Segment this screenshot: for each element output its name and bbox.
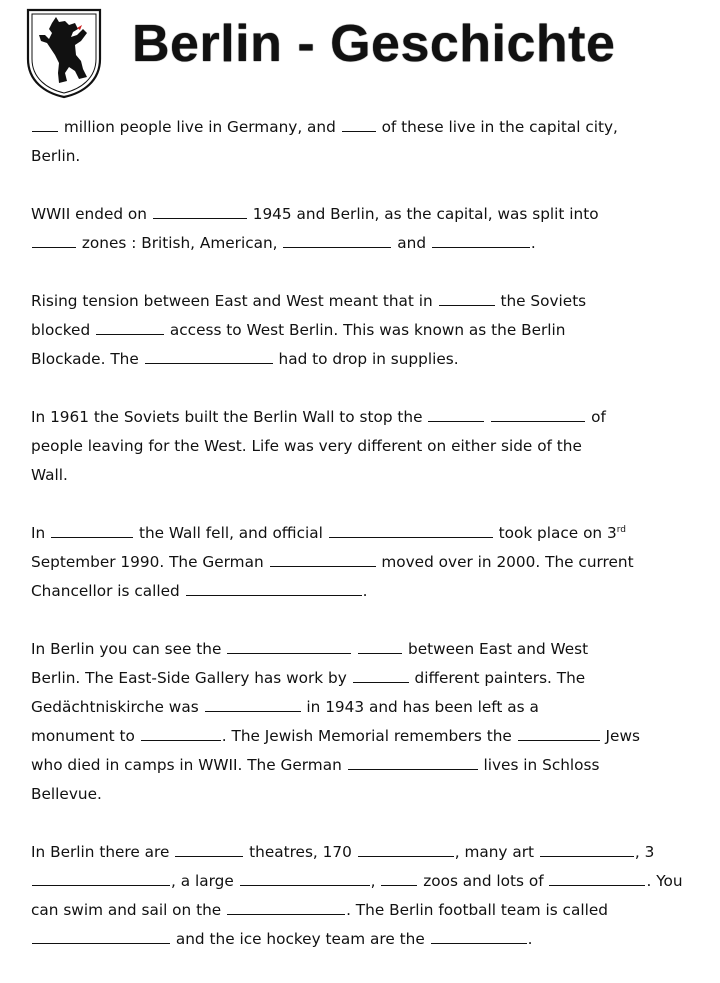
- fill-in-blank[interactable]: [227, 899, 345, 915]
- text-segment: WWII ended on: [31, 205, 152, 223]
- text-segment: different painters. The: [409, 669, 586, 687]
- text-segment: Berlin.: [31, 147, 81, 165]
- fill-in-blank[interactable]: [358, 841, 454, 857]
- text-segment: Blockade. The: [31, 350, 144, 368]
- fill-in-blank[interactable]: [32, 870, 170, 886]
- text-segment: million people live in Germany, and: [59, 118, 341, 136]
- text-line: [31, 316, 713, 345]
- fill-in-blank[interactable]: [175, 841, 243, 857]
- text-line: [31, 838, 713, 867]
- text-segment: .: [362, 582, 368, 600]
- fill-in-blank[interactable]: [205, 696, 301, 712]
- text-line: [31, 403, 713, 432]
- paragraph: [31, 519, 713, 606]
- text-line: [31, 751, 713, 780]
- fill-in-blank[interactable]: [32, 232, 76, 248]
- text-segment: Berlin. The East-Side Gallery has work by: [31, 669, 352, 687]
- header: [0, 0, 720, 108]
- text-line: [31, 867, 713, 896]
- text-line: [31, 780, 713, 809]
- text-segment: . You: [646, 872, 683, 890]
- text-segment: Bellevue.: [31, 785, 102, 803]
- text-segment: of these live in the capital city,: [376, 118, 618, 136]
- text-segment: blocked: [31, 321, 96, 339]
- text-segment: Wall.: [31, 466, 68, 484]
- fill-in-blank[interactable]: [518, 725, 600, 741]
- text-line: [31, 432, 713, 461]
- text-segment: ,: [370, 872, 381, 890]
- fill-in-blank[interactable]: [439, 290, 495, 306]
- text-segment: , 3: [634, 843, 655, 861]
- text-segment: had to drop in supplies.: [273, 350, 459, 368]
- fill-in-blank[interactable]: [431, 928, 527, 944]
- text-line: [31, 548, 713, 577]
- text-segment: and the ice hockey team are the: [171, 930, 430, 948]
- berlin-bear-crest-icon: [25, 7, 103, 99]
- text-segment: monument to: [31, 727, 140, 745]
- text-segment: who died in camps in WWII. The German: [31, 756, 347, 774]
- text-segment: moved over in 2000. The current: [376, 553, 634, 571]
- text-segment: Jews: [600, 727, 640, 745]
- text-line: [31, 461, 713, 490]
- fill-in-blank[interactable]: [145, 348, 273, 364]
- text-segment: of: [586, 408, 606, 426]
- fill-in-blank[interactable]: [186, 580, 362, 596]
- text-segment: in 1943 and has been left as a: [301, 698, 539, 716]
- text-segment: the Wall fell, and official: [134, 524, 328, 542]
- text-segment: zoos and lots of: [418, 872, 549, 890]
- text-segment: [485, 408, 490, 426]
- text-segment: and: [392, 234, 431, 252]
- text-line: [31, 345, 713, 374]
- paragraph: [31, 635, 713, 809]
- text-line: [31, 229, 713, 258]
- text-line: [31, 693, 713, 722]
- text-line: [31, 925, 713, 954]
- fill-in-blank[interactable]: [32, 928, 170, 944]
- text-line: [31, 635, 713, 664]
- text-line: [31, 142, 713, 171]
- worksheet-body: [31, 113, 713, 983]
- text-line: [31, 519, 713, 548]
- text-line: [31, 577, 713, 606]
- fill-in-blank[interactable]: [549, 870, 645, 886]
- fill-in-blank[interactable]: [491, 406, 585, 422]
- page-title: Berlin - Geschichte: [132, 15, 616, 73]
- text-segment: .: [527, 930, 533, 948]
- paragraph: [31, 113, 713, 171]
- paragraph: [31, 200, 713, 258]
- paragraph: [31, 838, 713, 954]
- fill-in-blank[interactable]: [270, 551, 376, 567]
- paragraph: [31, 403, 713, 490]
- fill-in-blank[interactable]: [353, 667, 409, 683]
- text-segment: In: [31, 524, 51, 542]
- text-segment: , many art: [454, 843, 539, 861]
- fill-in-blank[interactable]: [329, 522, 493, 538]
- text-segment: can swim and sail on the: [31, 901, 227, 919]
- ordinal-suffix: rd: [616, 524, 626, 535]
- text-segment: theatres, 170: [244, 843, 357, 861]
- fill-in-blank[interactable]: [141, 725, 221, 741]
- fill-in-blank[interactable]: [153, 203, 247, 219]
- text-segment: In 1961 the Soviets built the Berlin Wall to stop the: [31, 408, 428, 426]
- text-segment: Rising tension between East and West meant that in: [31, 292, 438, 310]
- fill-in-blank[interactable]: [283, 232, 391, 248]
- text-line: [31, 287, 713, 316]
- text-segment: people leaving for the West. Life was very different on either side of the: [31, 437, 582, 455]
- text-segment: the Soviets: [495, 292, 587, 310]
- text-line: [31, 113, 713, 142]
- text-segment: access to West Berlin. This was known as the Berlin: [165, 321, 566, 339]
- text-line: [31, 664, 713, 693]
- fill-in-blank[interactable]: [428, 406, 484, 422]
- fill-in-blank[interactable]: [51, 522, 133, 538]
- text-line: [31, 200, 713, 229]
- text-segment: between East and West: [403, 640, 589, 658]
- fill-in-blank[interactable]: [381, 870, 417, 886]
- text-line: [31, 896, 713, 925]
- fill-in-blank[interactable]: [432, 232, 530, 248]
- text-segment: In Berlin there are: [31, 843, 175, 861]
- text-segment: .: [530, 234, 536, 252]
- fill-in-blank[interactable]: [348, 754, 478, 770]
- text-segment: Gedächtniskirche was: [31, 698, 204, 716]
- fill-in-blank[interactable]: [240, 870, 370, 886]
- fill-in-blank[interactable]: [96, 319, 164, 335]
- text-segment: . The Jewish Memorial remembers the: [221, 727, 517, 745]
- fill-in-blank[interactable]: [540, 841, 634, 857]
- text-segment: took place on 3: [493, 524, 617, 542]
- text-segment: zones : British, American,: [77, 234, 283, 252]
- text-line: [31, 722, 713, 751]
- fill-in-blank[interactable]: [32, 116, 58, 132]
- fill-in-blank[interactable]: [358, 638, 402, 654]
- paragraph: [31, 287, 713, 374]
- text-segment: lives in Schloss: [478, 756, 600, 774]
- fill-in-blank[interactable]: [227, 638, 351, 654]
- fill-in-blank[interactable]: [342, 116, 376, 132]
- text-segment: , a large: [171, 872, 239, 890]
- text-segment: Chancellor is called: [31, 582, 185, 600]
- text-segment: September 1990. The German: [31, 553, 269, 571]
- text-segment: [352, 640, 357, 658]
- text-segment: 1945 and Berlin, as the capital, was split into: [247, 205, 599, 223]
- text-segment: In Berlin you can see the: [31, 640, 227, 658]
- text-segment: . The Berlin football team is called: [346, 901, 608, 919]
